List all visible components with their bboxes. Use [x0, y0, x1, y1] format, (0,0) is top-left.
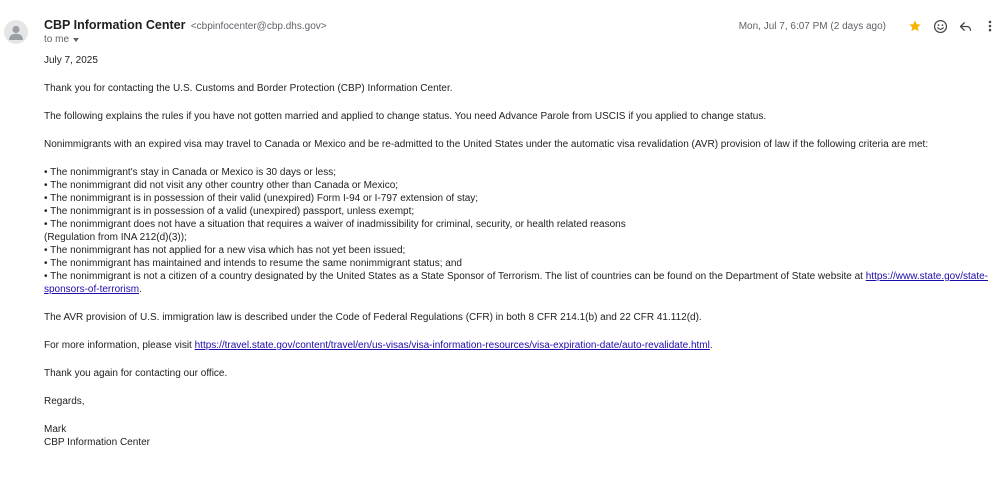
- avr-cfr-paragraph: The AVR provision of U.S. immigration law is described under the Code of Federal Regulations (CFR) in both 8 CFR 214.1(b) and 22 CFR 41.112(d).: [44, 312, 702, 323]
- criteria-item: (Regulation from INA 212(d)(3));: [44, 232, 187, 243]
- criteria-item: • The nonimmigrant did not visit any other country other than Canada or Mexico;: [44, 180, 399, 191]
- message-date: Mon, Jul 7, 6:07 PM (2 days ago): [738, 20, 886, 32]
- criteria-item: • The nonimmigrant has not applied for a new visa which has not yet been issued;: [44, 245, 406, 256]
- intro-paragraph: Thank you for contacting the U.S. Customs and Border Protection (CBP) Information Center.: [44, 83, 453, 94]
- regards-line: Regards,: [44, 396, 85, 407]
- more-vert-icon: [983, 18, 997, 34]
- criteria-item: • The nonimmigrant does not have a situation that requires a waiver of inadmissibility for criminal, security, or health related reasons: [44, 219, 626, 230]
- criteria-item: • The nonimmigrant is in possession of a valid (unexpired) passport, unless exempt;: [44, 206, 415, 217]
- date-line: July 7, 2025: [44, 55, 98, 66]
- recipients-toggle[interactable]: [44, 33, 79, 47]
- person-icon: [4, 20, 28, 44]
- star-icon: [908, 19, 922, 33]
- more-info-text: For more information, please visit: [44, 340, 195, 351]
- sender-avatar[interactable]: [4, 20, 28, 44]
- more-options-button[interactable]: [980, 17, 1000, 35]
- criteria-item-last: [44, 270, 994, 296]
- message-meta: [739, 17, 1000, 35]
- thanks-paragraph: Thank you again for contacting our office.: [44, 368, 228, 379]
- chevron-down-icon: [73, 38, 79, 42]
- reply-button[interactable]: [955, 17, 975, 35]
- signature-org: CBP Information Center: [44, 437, 150, 448]
- criteria-item: • The nonimmigrant is in possession of their valid (unexpired) Form I-94 or I-797 extension of stay;: [44, 193, 479, 204]
- criteria-item: • The nonimmigrant has maintained and intends to resume the same nonimmigrant status; and: [44, 258, 462, 269]
- criteria-item: • The nonimmigrant's stay in Canada or Mexico is 30 days or less;: [44, 167, 337, 178]
- sender-name[interactable]: CBP Information Center: [44, 18, 186, 32]
- emoji-icon: [933, 19, 948, 34]
- add-reaction-button[interactable]: [930, 17, 950, 35]
- state-sponsors-link[interactable]: https://www.state.gov/state-sponsors-of-terrorism: [44, 271, 989, 295]
- more-info-end: .: [709, 340, 713, 351]
- star-button[interactable]: [905, 17, 925, 35]
- signature-name: Mark: [44, 424, 67, 435]
- to-line-text: to me: [44, 34, 70, 45]
- last-criterion-end: .: [139, 284, 142, 295]
- criteria-list: [44, 166, 994, 296]
- sender-line: [44, 17, 327, 35]
- rules-paragraph: The following explains the rules if you have not gotten married and applied to change status. You need Advance Parole from USCIS if you applied to change status.: [44, 111, 767, 122]
- sender-email: <cbpinfocenter@cbp.dhs.gov>: [190, 21, 327, 32]
- message-body: [44, 54, 994, 449]
- last-criterion-text: • The nonimmigrant is not a citizen of a country designated by the United States as a State Sponsor of Terrorism. The list of countries can be found on the Department of State website at: [44, 271, 866, 282]
- reply-icon: [958, 19, 973, 34]
- more-info-paragraph: [44, 339, 994, 352]
- auto-revalidate-link[interactable]: https://travel.state.gov/content/travel/en/us-visas/visa-information-resources/visa-expiration-date/auto-revalidate.html: [194, 340, 710, 351]
- criteria-intro: Nonimmigrants with an expired visa may travel to Canada or Mexico and be re-admitted to the United States under the automatic visa revalidation (AVR) provision of law if the following criteria are met:: [44, 139, 929, 150]
